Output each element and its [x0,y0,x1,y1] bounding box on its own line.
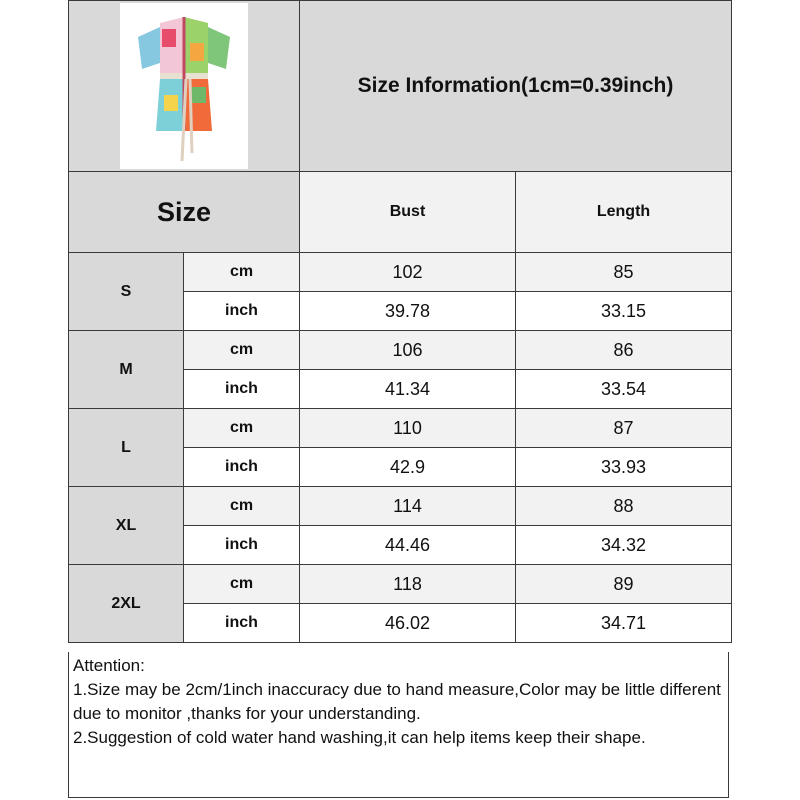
unit-label: inch [184,370,300,409]
length-value: 33.93 [516,448,732,487]
bust-value: 102 [300,253,516,292]
size-table [68,0,732,643]
length-value: 34.71 [516,604,732,643]
unit-label: cm [184,331,300,370]
size-info-title: Size Information(1cm=0.39inch) [300,1,732,172]
length-value: 87 [516,409,732,448]
unit-label: cm [184,565,300,604]
dress-illustration [120,3,248,169]
unit-label: cm [184,409,300,448]
unit-label: inch [184,526,300,565]
length-value: 33.15 [516,292,732,331]
bust-value: 118 [300,565,516,604]
table-row [69,331,732,370]
size-label: S [69,253,184,331]
size-column-header: Size [69,172,300,253]
length-value: 86 [516,331,732,370]
length-value: 88 [516,487,732,526]
table-row [69,253,732,292]
attention-line-2: 2.Suggestion of cold water hand washing,it can help items keep their shape. [73,728,646,747]
size-label: 2XL [69,565,184,643]
unit-label: cm [184,487,300,526]
attention-heading: Attention: [73,656,145,675]
unit-label: inch [184,604,300,643]
unit-label: inch [184,292,300,331]
size-label: M [69,331,184,409]
size-label: XL [69,487,184,565]
product-image-cell [69,1,300,172]
attention-note [68,652,729,798]
table-row [69,565,732,604]
bust-value: 42.9 [300,448,516,487]
attention-line-1: 1.Size may be 2cm/1inch inaccuracy due to hand measure,Color may be little different due to monitor ,thanks for your understanding. [73,680,721,723]
bust-value: 106 [300,331,516,370]
bust-column-header: Bust [300,172,516,253]
table-row [69,487,732,526]
bust-value: 110 [300,409,516,448]
size-label: L [69,409,184,487]
unit-label: inch [184,448,300,487]
product-image [120,3,248,169]
length-value: 33.54 [516,370,732,409]
length-value: 34.32 [516,526,732,565]
length-value: 89 [516,565,732,604]
bust-value: 41.34 [300,370,516,409]
length-value: 85 [516,253,732,292]
unit-label: cm [184,253,300,292]
bust-value: 44.46 [300,526,516,565]
bust-value: 114 [300,487,516,526]
bust-value: 46.02 [300,604,516,643]
bust-value: 39.78 [300,292,516,331]
table-row [69,409,732,448]
length-column-header: Length [516,172,732,253]
